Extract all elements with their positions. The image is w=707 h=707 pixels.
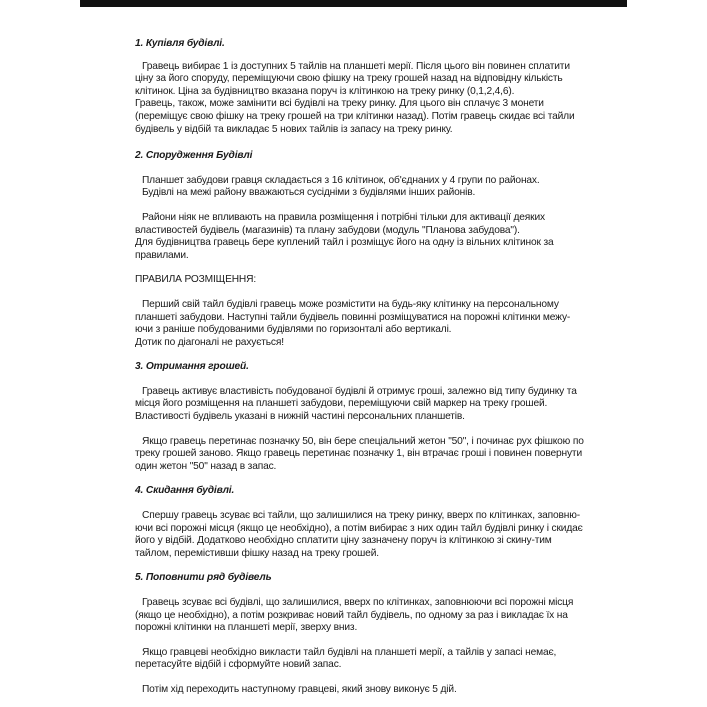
section-2-paragraph-4: Для будівництва гравець бере куплений тайл і розміщує його на одну із вільних клітинок за правилами. [135,237,554,261]
document-page [135,38,585,697]
section-2-heading: 2. Спорудження Будівлі [135,150,253,162]
section-5-paragraph-3: Потім хід переходить наступному гравцеві, який знову виконує 5 дій. [142,683,457,695]
section-5-paragraph-1: Гравець зсуває всі будівлі, що залишилися, вверх по клітинках, заповнюючи всі порожні місця (якщо це необхідно), а потім розкриває новий тайл будівель, по одному за раз і викладає їх на порожні клітинки на планшеті мерії, зверху вниз. [135,597,574,634]
placement-rules-heading: ПРАВИЛА РОЗМІЩЕННЯ: [135,274,257,286]
section-5-heading: 5. Поповнити ряд будівель [135,572,272,584]
placement-rules-paragraph-2: Дотик по діагоналі не рахується! [135,336,284,348]
placement-rules-paragraph-1: Перший свій тайл будівлі гравець може розмістити на будь-яку клітинку на персональному планшеті забудови. Наступні тайли будівель повинні розміщуватися на порожні клітинки межу-ючи з раніше побудованими будівлями по горизонталі або вертикалі. [135,298,571,336]
section-4-heading: 4. Скидання будівлі. [135,485,235,497]
section-4-paragraph-1: Спершу гравець зсуває всі тайли, що залишилися на треку ринку, вверх по клітинках, заповню-ючи всі порожні місця (якщо це необхідно), а потім вибирає з них один тайл будівлі ринку і скидає його у відбій. Додатково необхідно сплатити ціну зазначену поруч із клітинкою зі скину-тим тайлом, перемістивши фішку назад на треку грошей. [135,510,583,559]
section-1-paragraph-1: Гравець вибирає 1 із доступних 5 тайлів на планшеті мерії. Після цього він повинен сплатити ціну за його споруду, переміщуючи свою фішку на треку грошей назад на відповідну кількість клітинок. Ціна за будівництво вказана поруч із клітинкою на треку ринку (0,1,2,4,6). [135,60,570,97]
section-1-heading: 1. Купівля будівлі. [135,38,225,49]
section-3-paragraph-2: Якщо гравець перетинає позначку 50, він бере спеціальний жетон "50", і починає рух фішкою по треку грошей заново. Якщо гравець перетинає позначку 1, він втрачає гроші і повинен повернути один жетон "50" назад в запас. [135,435,584,472]
section-5-paragraph-2: Якщо гравцеві необхідно викласти тайл будівлі на планшеті мерії, а тайлів у запасі немає, перетасуйте відбій і сформуйте новий запас. [135,646,557,671]
section-2-paragraph-3: Райони ніяк не впливають на правила розміщення і потрібні тільки для активації деяких властивостей будівель (магазинів) та плану забудови (модуль "Планова забудова"). [135,211,545,236]
section-2-paragraph-1: Планшет забудови гравця складається з 16 клітинок, об'єднаних у 4 групи по районах. [142,174,540,186]
section-1-paragraph-2: Гравець, також, може замінити всі будівлі на треку ринку. Для цього він сплачує 3 монети (переміщує свою фішку на треку грошей на три клітинки назад). Потім гравець скидає всі тайли будівель у відбій та викладає 5 нових тайлів із запасу на треку ринку. [135,98,575,135]
top-border-bar [80,0,627,7]
section-3-heading: 3. Отримання грошей. [135,361,249,373]
section-3-paragraph-1: Гравець активує властивість побудованої будівлі й отримує гроші, залежно від типу будинку та місця його розміщення на планшеті забудови, переміщуючи свій маркер на треку грошей. Властивості будівель указані в нижній частині персональних планшетів. [135,385,577,423]
section-2-paragraph-2: Будівлі на межі району вважаються сусідніми з будівлями інших районів. [142,187,476,199]
